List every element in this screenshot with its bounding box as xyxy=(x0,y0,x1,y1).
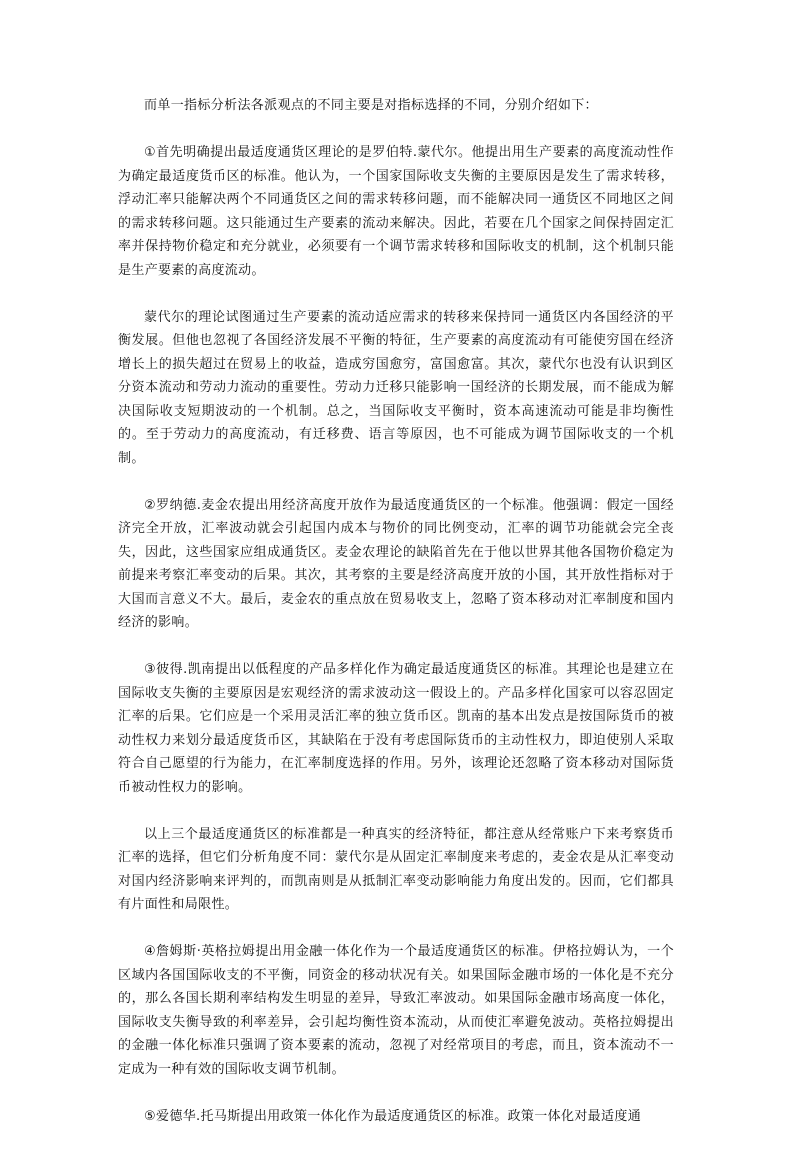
mundell-critique-paragraph: 蒙代尔的理论试图通过生产要素的流动适应需求的转移来保持同一通货区内各国经济的平衡发展。但他也忽视了各国经济发展不平衡的特征，生产要素的高度流动有可能使穷国在经济增长上的损失超过在贸易上的收益，造成穷国愈穷，富国愈富。其次，蒙代尔也没有认识到区分资本流动和劳动力流动的重要性。劳动力迁移只能影响一国经济的长期发展，而不能成为解决国际收支短期波动的一个机制。总之，当国际收支平衡时，资本高速流动可能是非均衡性的。至于劳动力的高度流动，有迁移费、语言等原因，也不可能成为调节国际收支的一个机制。 xyxy=(118,309,674,466)
summary-paragraph: 以上三个最适度通货区的标准都是一种真实的经济特征，都注意从经常账户下来考察货币汇率的选择，但它们分析角度不同：蒙代尔是从固定汇率制度来考虑的，麦金农是从汇率变动对国内经济影响来评判的，而凯南则是从抵制汇率变动影响能力角度出发的。因而，它们都具有片面性和局限性。 xyxy=(118,826,674,912)
intro-paragraph: 而单一指标分析法各派观点的不同主要是对指标选择的不同，分别介绍如下： xyxy=(144,98,598,113)
mundell-paragraph: ①首先明确提出最适度通货区理论的是罗伯特.蒙代尔。他提出用生产要素的高度流动性作为确定最适度货币区的标准。他认为，一个国家国际收支失衡的主要原因是发生了需求转移，浮动汇率只能解决两个不同通货区之间的需求转移问题，而不能解决同一通货区不同地区之间的需求转移问题。这只能通过生产要素的流动来解决。因此，若要在几个国家之间保持固定汇率并保持物价稳定和充分就业，必须要有一个调节需求转移和国际收支的机制，这个机制只能是生产要素的高度流动。 xyxy=(118,145,674,278)
kenen-paragraph: ③彼得.凯南提出以低程度的产品多样化作为确定最适度通货区的标准。其理论也是建立在国际收支失衡的主要原因是宏观经济的需求波动这一假设上的。产品多样化国家可以容忍固定汇率的后果。它们应是一个采用灵活汇率的独立货币区。凯南的基本出发点是按国际货币的被动性权力来划分最适度货币区，其缺陷在于没有考虑国际货币的主动性权力，即迫使别人采取符合自己愿望的行为能力，在汇率制度选择的作用。另外，该理论还忽略了资本移动对国际货币被动性权力的影响。 xyxy=(118,662,674,795)
document-page xyxy=(118,94,674,1152)
ingram-paragraph: ④詹姆斯·英格拉姆提出用金融一体化作为一个最适度通货区的标准。伊格拉姆认为，一个区域内各国国际收支的不平衡，同资金的移动状况有关。如果国际金融市场的一体化是不充分的，那么各国长期利率结构发生明显的差异，导致汇率波动。如果国际金融市场高度一体化，国际收支失衡导致的利率差异，会引起均衡性资本流动，从而使汇率避免波动。英格拉姆提出的金融一体化标准只强调了资本要素的流动，忽视了对经常项目的考虑，而且，资本流动不一定成为一种有效的国际收支调节机制。 xyxy=(118,944,674,1077)
thomas-paragraph: ⑤爱德华.托马斯提出用政策一体化作为最适度通货区的标准。政策一体化对最适度通 xyxy=(144,1108,642,1124)
mckinnon-paragraph: ②罗纳德.麦金农提出用经济高度开放作为最适度通货区的一个标准。他强调：假定一国经济完全开放，汇率波动就会引起国内成本与物价的同比例变动，汇率的调节功能就会完全丧失，因此，这些国家应组成通货区。麦金农理论的缺陷首先在于他以世界其他各国物价稳定为前提来考察汇率变动的后果。其次，其考察的主要是经济高度开放的小国，其开放性指标对于大国而言意义不大。最后，麦金农的重点放在贸易收支上，忽略了资本移动对汇率制度和国内经济的影响。 xyxy=(118,497,674,630)
